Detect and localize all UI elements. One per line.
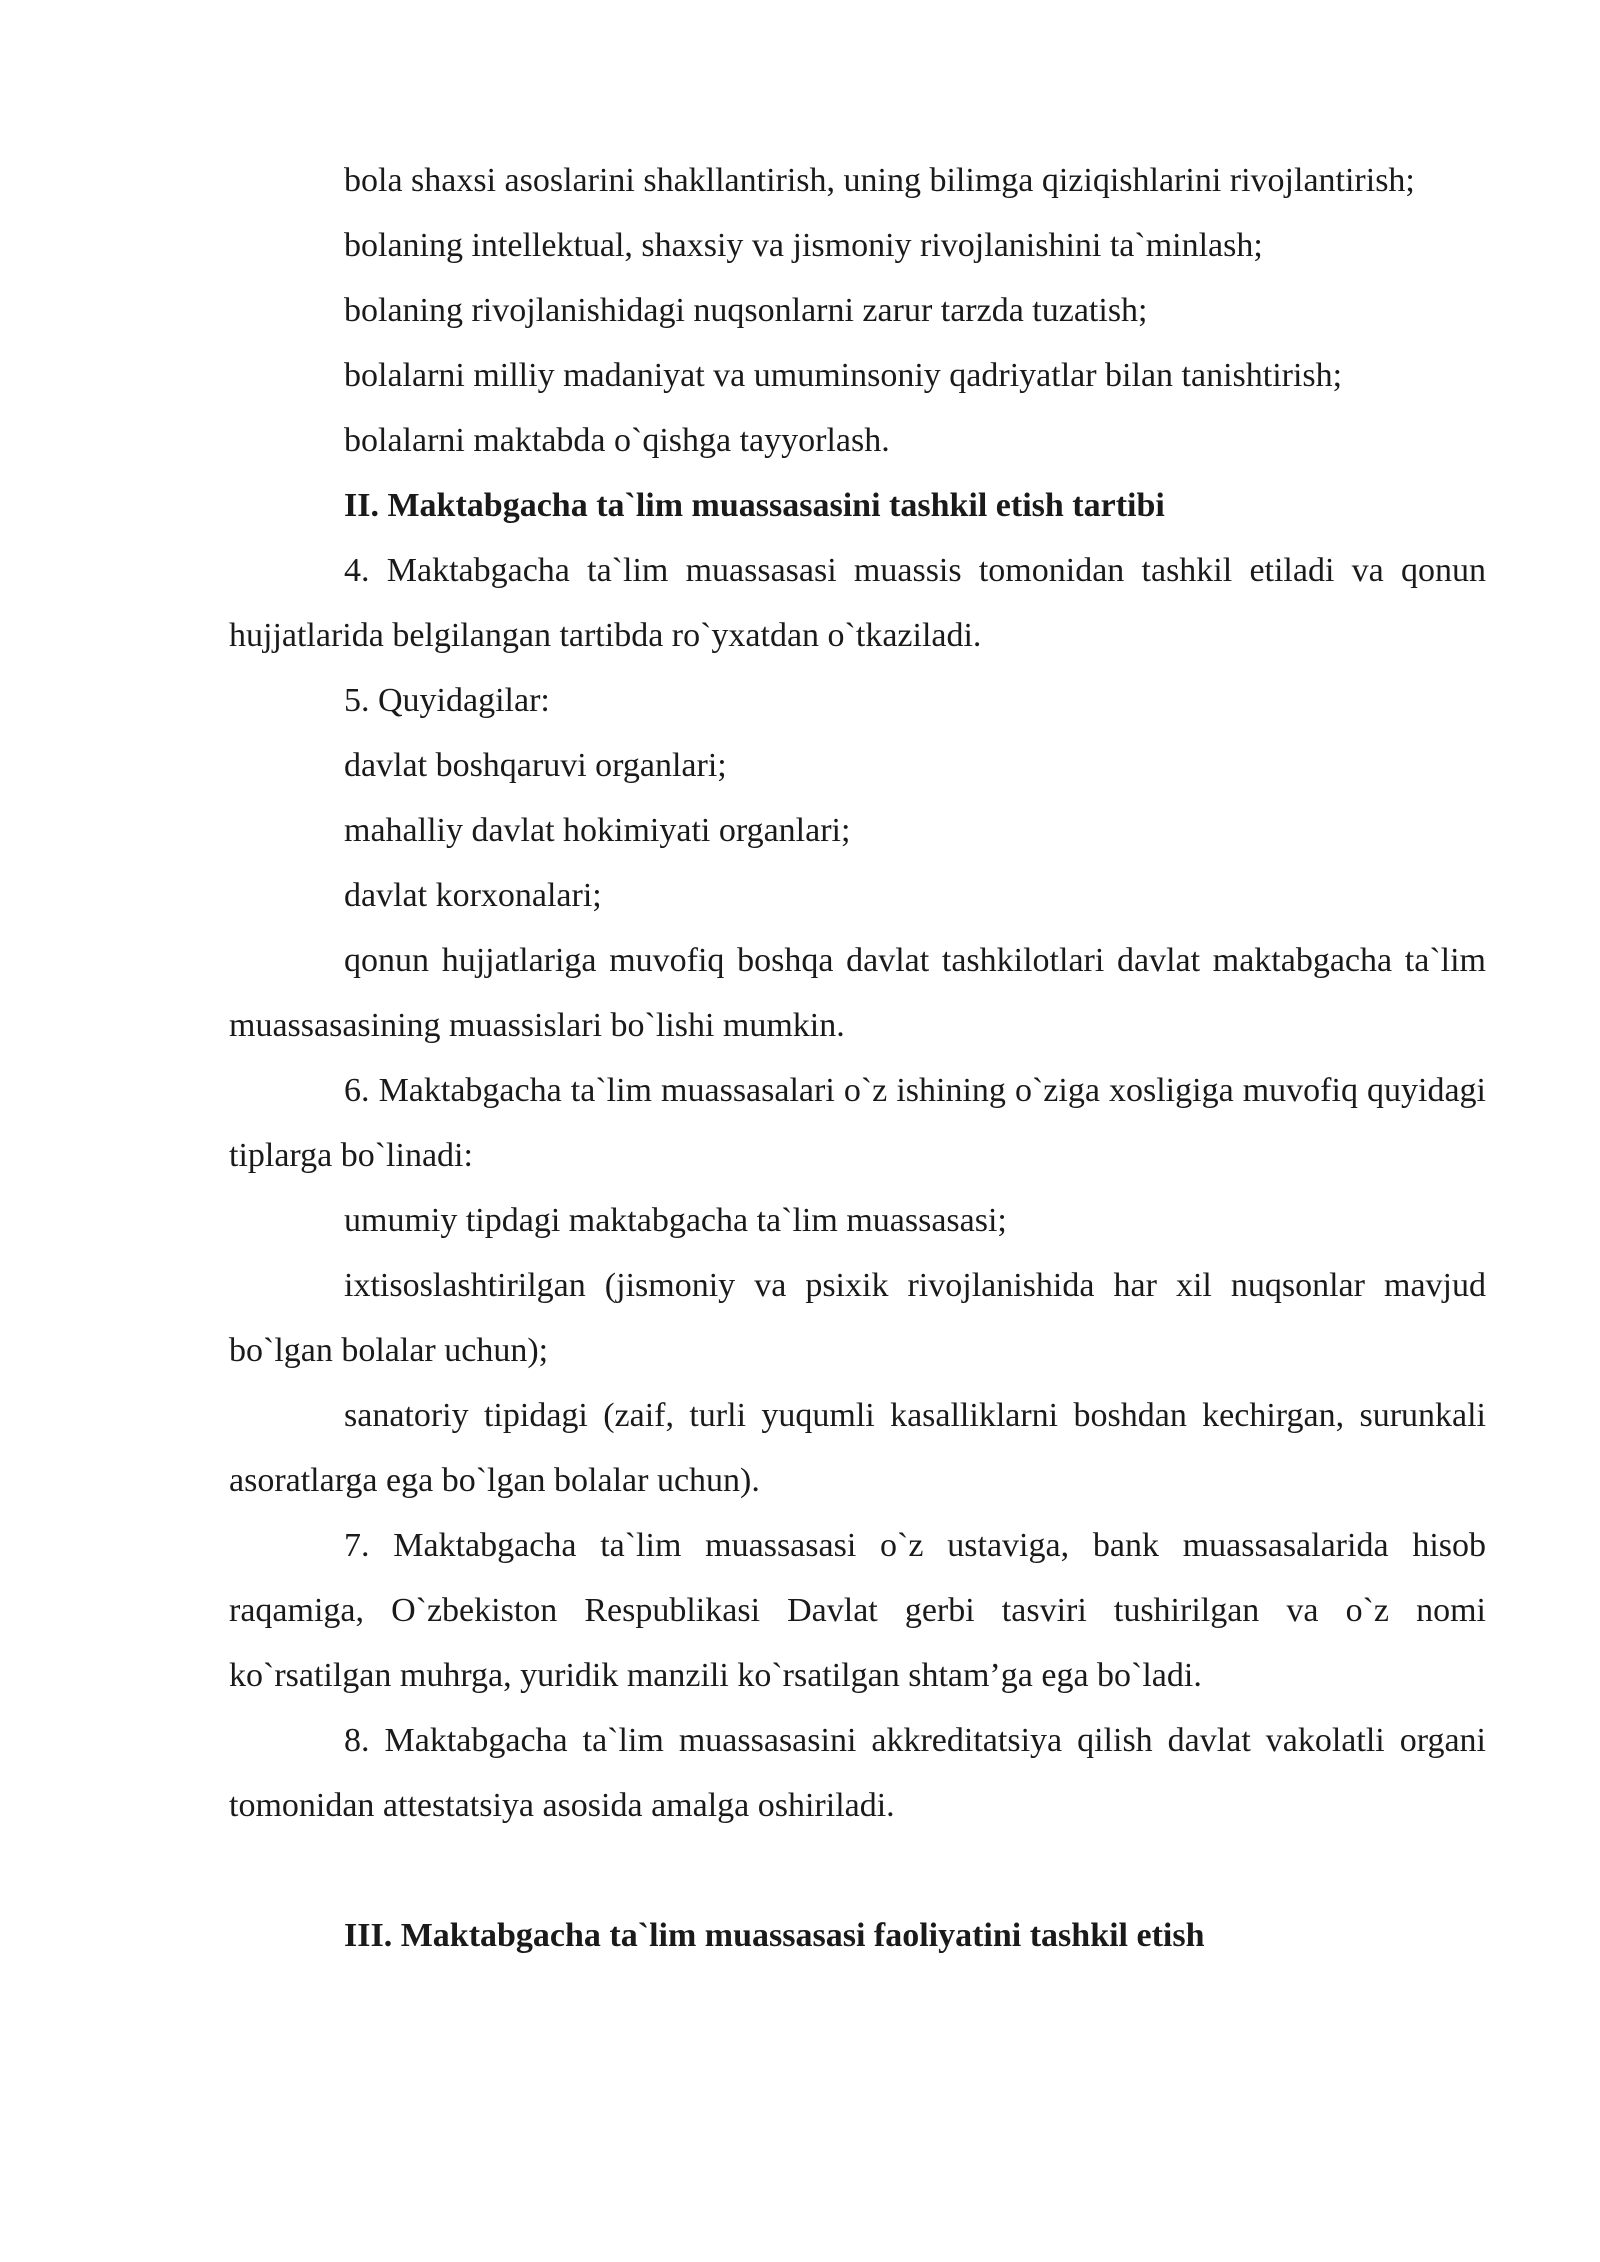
paragraph-founder-other: qonun hujjatlariga muvofiq boshqa davlat tashkilotlari davlat maktabgacha ta`lim muassasasining muassislari bo`lishi mumkin. <box>229 942 1486 1044</box>
section-spacer <box>229 1838 1486 1903</box>
document-page <box>229 148 1486 1968</box>
paragraph-type-specialized: ixtisoslashtirilgan (jismoniy va psixik rivojlanishida har xil nuqsonlar mavjud bo`lgan bolalar uchun); <box>229 1267 1486 1369</box>
paragraph-goal-development: bolaning intellektual, shaxsiy va jismoniy rivojlanishini ta`minlash; <box>344 227 1263 264</box>
section-heading-iii: III. Maktabgacha ta`lim muassasasi faoliyatini tashkil etish <box>344 1917 1205 1954</box>
paragraph-goal-personality: bola shaxsi asoslarini shakllantirish, uning bilimga qiziqishlarini rivojlantirish; <box>344 162 1415 199</box>
paragraph-founder-enterprises: davlat korxonalari; <box>344 877 602 914</box>
paragraph-item-6: 6. Maktabgacha ta`lim muassasalari o`z ishining o`ziga xosligiga muvofiq quyidagi tiplarga bo`linadi: <box>229 1072 1486 1174</box>
paragraph-type-sanatorium: sanatoriy tipidagi (zaif, turli yuqumli kasalliklarni boshdan kechirgan, surunkali asoratlarga ega bo`lgan bolalar uchun). <box>229 1397 1486 1499</box>
paragraph-goal-culture: bolalarni milliy madaniyat va umuminsoniy qadriyatlar bilan tanishtirish; <box>344 357 1343 394</box>
paragraph-founder-local: mahalliy davlat hokimiyati organlari; <box>344 812 851 849</box>
paragraph-item-7: 7. Maktabgacha ta`lim muassasasi o`z ustaviga, bank muassasalarida hisob raqamiga, O`zbekiston Respublikasi Davlat gerbi tasviri tushirilgan va o`z nomi ko`rsatilgan muhrga, yuridik manzili ko`rsatilgan shtam’ga ega bo`ladi. <box>229 1527 1486 1694</box>
paragraph-item-4: 4. Maktabgacha ta`lim muassasasi muassis tomonidan tashkil etiladi va qonun hujjatlarida belgilangan tartibda ro`yxatdan o`tkaziladi. <box>229 552 1486 654</box>
paragraph-goal-school-prep: bolalarni maktabda o`qishga tayyorlash. <box>344 422 890 459</box>
paragraph-goal-correction: bolaning rivojlanishidagi nuqsonlarni zarur tarzda tuzatish; <box>344 292 1148 329</box>
paragraph-founder-government: davlat boshqaruvi organlari; <box>344 747 727 784</box>
paragraph-item-5: 5. Quyidagilar: <box>344 682 550 719</box>
paragraph-type-general: umumiy tipdagi maktabgacha ta`lim muassasasi; <box>344 1202 1007 1239</box>
section-heading-ii: II. Maktabgacha ta`lim muassasasini tashkil etish tartibi <box>344 487 1165 524</box>
paragraph-item-8: 8. Maktabgacha ta`lim muassasasini akkreditatsiya qilish davlat vakolatli organi tomonidan attestatsiya asosida amalga oshiriladi. <box>229 1722 1486 1824</box>
